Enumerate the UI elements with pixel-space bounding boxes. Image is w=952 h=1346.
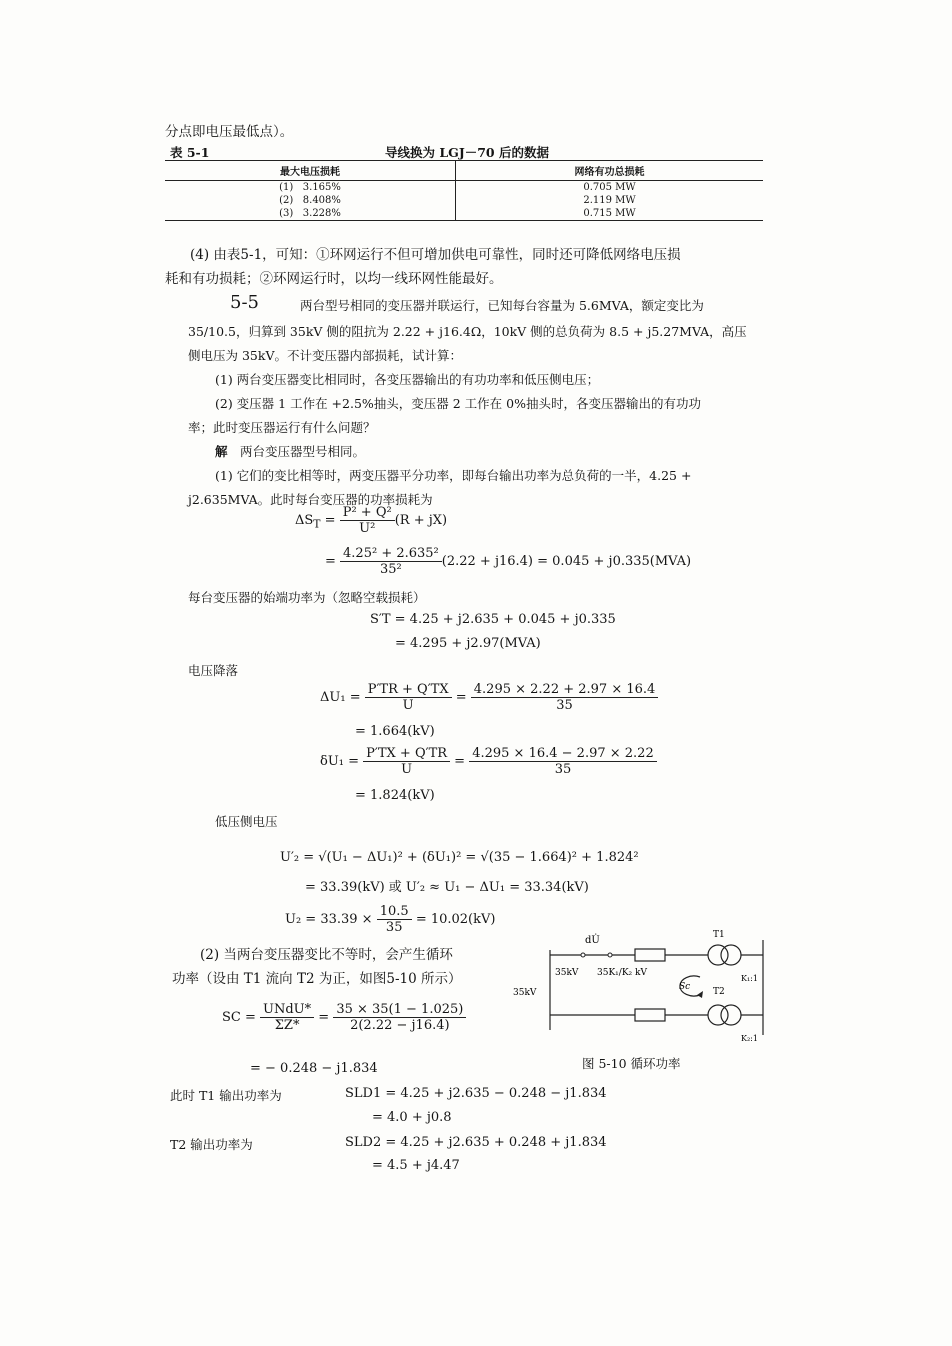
ratio-label: 35K₁/K₂ kV (597, 968, 647, 978)
equation-u2: U₂ = 33.39 × $\frac{10.5}{35}$ = 10.02(kV) (285, 904, 496, 935)
problem-line: (2) 变压器 1 工作在 +2.5%抽头，变压器 2 工作在 0%抽头时，各变压器输出的有功功 (215, 396, 701, 411)
table-row (165, 194, 763, 207)
voltage-drop-label: 电压降落 (188, 663, 239, 678)
top-line: 分点即电压最低点）。 (165, 124, 294, 140)
solution-p1-line: j2.635MVA。此时每台变压器的功率损耗为 (188, 492, 433, 507)
equation-start-power-result: = 4.295 + j2.97(MVA) (395, 636, 541, 651)
row-voltage-loss: 3.165% (302, 182, 341, 193)
problem-line: (1) 两台变压器变比相同时，各变压器输出的有功功率和低压侧电压； (215, 372, 600, 387)
solution-intro: 两台变压器型号相同。 (240, 444, 366, 459)
row-index: (3) (279, 208, 294, 219)
equation-t2-output-result: = 4.5 + j4.47 (372, 1158, 460, 1173)
start-power-label: 每台变压器的始端功率为（忽略空载损耗） (188, 590, 426, 605)
source-terminal-a (581, 953, 585, 957)
equation-delta-u1-result: = 1.664(kV) (355, 724, 435, 739)
solution-label: 解 (215, 444, 228, 459)
equation-delta-st-value: = $\frac{\text{4.25² + 2.635²}}{\text{35²}}$ (2.22 + j16.4) = 0.045 + j0.335(MVA) (325, 546, 692, 577)
table-header-active-power-loss: 网络有功总损耗 (456, 161, 764, 181)
equation-delta-st: $\Delta S_T$ = $\frac{\text{P² + Q²}}{\text{U²}}$ (R + jX) (295, 505, 448, 536)
equation-t1-output: SLD1 = 4.25 + j2.635 − 0.248 − j1.834 (345, 1086, 607, 1101)
low-side-label: 低压侧电压 (215, 814, 278, 829)
sc-label: Sc (679, 982, 691, 992)
equation-t2-output: SLD2 = 4.25 + j2.635 + 0.248 + j1.834 (345, 1135, 607, 1150)
equation-delta-u1: ΔU₁ = $\frac{P'TR + Q'TX}{U}$ = $\frac{4.295 \times 2.22 + 2.97 \times 16.4}{35}$ (320, 682, 658, 713)
t2-output-label: T2 输出功率为 (170, 1137, 253, 1152)
v35-label-a: 35kV (555, 968, 579, 978)
row-power-loss: 0.715 MW (456, 207, 764, 221)
equation-start-power: S′T = 4.25 + j2.635 + 0.045 + j0.335 (370, 612, 616, 627)
conclusion-line-1: (4) 由表5-1，可知：①环网运行不但可增加供电可靠性，同时还可降低网络电压损 (190, 247, 681, 263)
conclusion-line-2: 耗和有功损耗；②环网运行时，以均一线环网性能最好。 (165, 271, 503, 287)
problem-line: 侧电压为 35kV。不计变压器内部损耗，试计算： (188, 348, 462, 363)
solution-p1-line: (1) 它们的变比相等时，两变压器平分功率，即每台输出功率为总负荷的一半，4.25 + (215, 468, 692, 483)
equation-u2-prime-result: = 33.39(kV) 或 U′₂ ≈ U₁ − ΔU₁ = 33.34(kV) (305, 880, 589, 895)
row-index: (1) (279, 182, 294, 193)
solution-p2-line: (2) 当两台变压器变比不等时，会产生循环 (200, 947, 453, 963)
solution-p2-line: 功率（设由 T1 流向 T2 为正，如图5-10 所示） (172, 971, 462, 987)
problem-number: 5-5 (230, 292, 259, 313)
table-row (165, 207, 763, 221)
source-terminal-b (608, 953, 612, 957)
circulating-power-diagram (505, 925, 775, 1055)
problem-line: 35/10.5，归算到 35kV 侧的阻抗为 2.22 + j16.4Ω，10kV 侧的总负荷为 8.5 + j5.27MVA，高压 (188, 324, 747, 339)
table-row (165, 181, 763, 195)
row-power-loss: 2.119 MW (583, 195, 636, 206)
equation-small-delta-u1-result: = 1.824(kV) (355, 788, 435, 803)
problem-line: 率；此时变压器运行有什么问题？ (188, 420, 376, 435)
data-table (165, 160, 763, 221)
equation-t1-output-result: = 4.0 + j0.8 (372, 1110, 452, 1125)
k2-label: K₂:1 (741, 1034, 758, 1043)
table-label: 表 5-1 (170, 145, 210, 160)
table-title: 导线换为 LGJ－70 后的数据 (385, 145, 549, 160)
t1-output-label: 此时 T1 输出功率为 (170, 1088, 282, 1103)
table-header-max-voltage-loss: 最大电压损耗 (165, 161, 456, 181)
row-voltage-loss: 8.408% (302, 195, 341, 206)
row-power-loss: 0.705 MW (583, 182, 636, 193)
row-voltage-loss: 3.228% (302, 208, 341, 219)
equation-small-delta-u1: δU₁ = $\frac{P'TX + Q'TR}{U}$ = $\frac{4.295 \times 16.4 - 2.97 \times 2.22}{35}$ (320, 746, 657, 777)
problem-line: 两台型号相同的变压器并联运行，已知每台容量为 5.6MVA，额定变比为 (300, 298, 704, 313)
t1-label: T1 (713, 930, 725, 940)
equation-sc-result: = − 0.248 − j1.834 (250, 1061, 378, 1076)
row-index: (2) (279, 195, 294, 206)
k1-label: K₁:1 (741, 974, 758, 983)
figure-caption: 图 5-10 循环功率 (582, 1056, 681, 1071)
equation-u2-prime: U′₂ = √(U₁ − ΔU₁)² + (δU₁)² = √(35 − 1.664)² + 1.824² (280, 850, 639, 865)
v35-label-b: 35kV (513, 988, 537, 998)
t2-label: T2 (713, 987, 725, 997)
du-label: dU̇ (585, 935, 600, 946)
equation-sc: SC = $\frac{\text{UNdU*}}{\Sigma Z*}$ = $\frac{35 \times 35(1 - 1.025)}{2(2.22 - j16.4)}$ (222, 1002, 466, 1033)
